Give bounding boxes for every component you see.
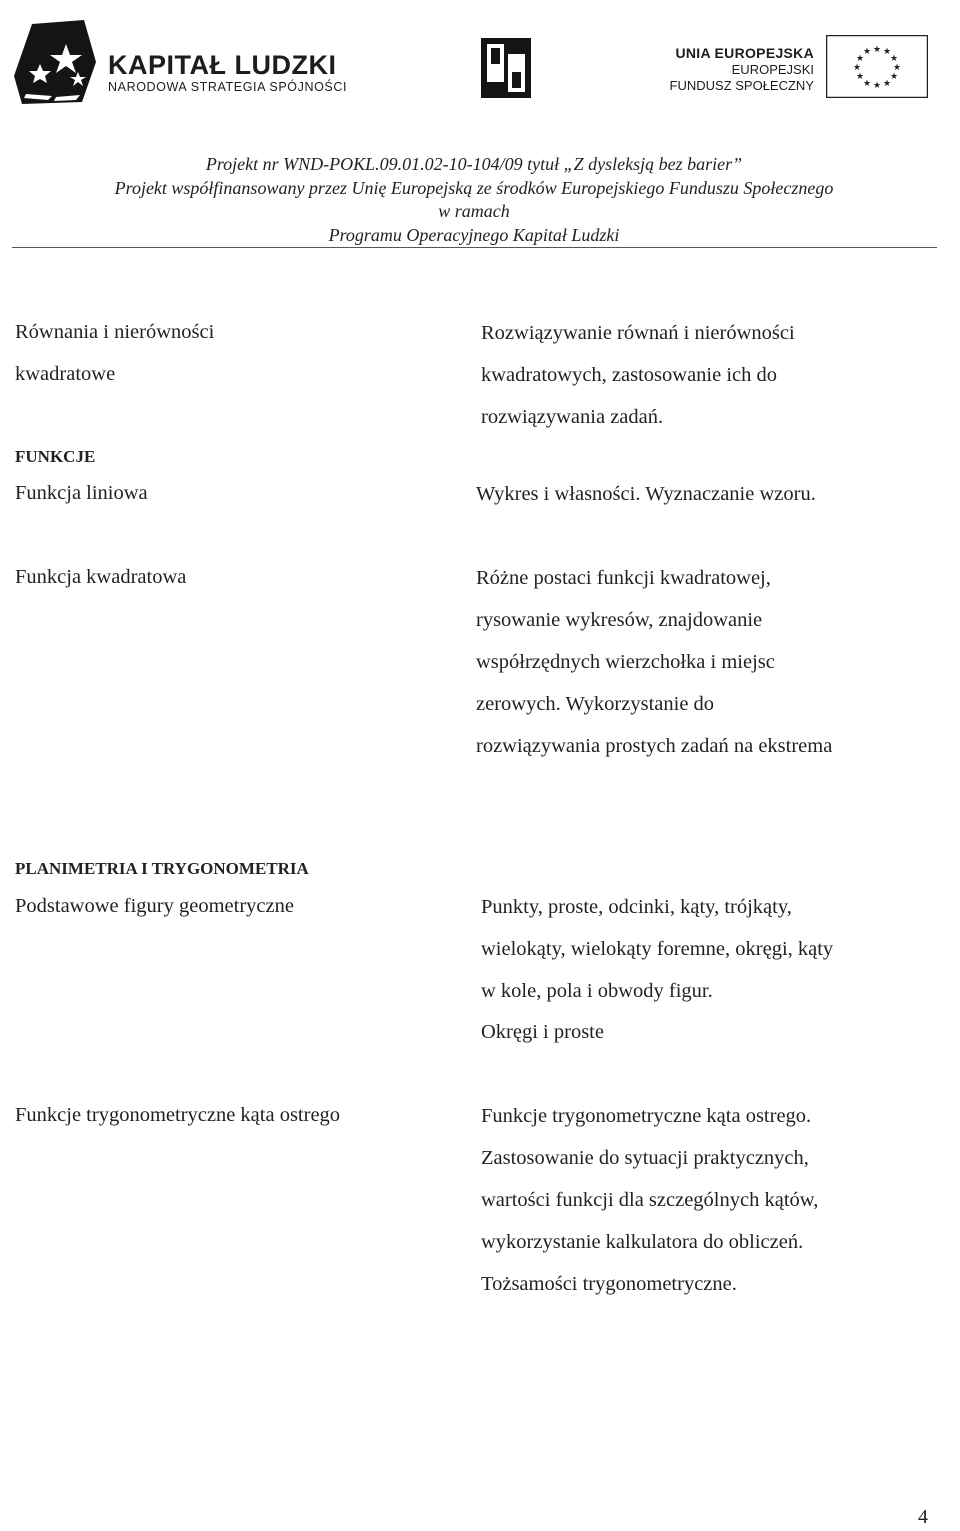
svg-text:★: ★ [872,45,882,55]
eu-union-label: UNIA EUROPEJSKA [675,45,814,61]
pd-logo-icon [481,38,531,98]
desc-quadratic-function-3: współrzędnych wierzchołka i miejsc [476,651,775,673]
desc-quadratic-function-4: zerowych. Wykorzystanie do [476,693,715,715]
desc-basic-figures-3: w kole, pola i obwody figur. [481,980,713,1002]
project-line-4: Programu Operacyjnego Kapitał Ludzki [328,224,620,245]
section-heading-funkcje: FUNKCJE [15,447,96,466]
desc-quadratic-equations-1: Rozwiązywanie równań i nierówności [481,322,795,344]
page-number: 4 [918,1506,928,1528]
kapital-ludzki-subtitle: NARODOWA STRATEGIA SPÓJNOŚCI [108,80,348,94]
desc-basic-figures-2: wielokąty, wielokąty foremne, okręgi, kąty [481,938,834,960]
eu-fund-label-2: FUNDUSZ SPOŁECZNY [669,78,814,93]
project-line-2: Projekt współfinansowany przez Unię Europejską ze środków Europejskiego Funduszu Społecznego [114,177,834,198]
desc-trig-functions-1: Funkcje trygonometryczne kąta ostrego. [481,1105,812,1127]
topic-quadratic-equations-1: Równania i nierówności [15,321,215,343]
project-header [0,153,948,247]
desc-trig-functions-4: wykorzystanie kalkulatora do obliczeń. [481,1231,804,1253]
section-heading-planimetria: PLANIMETRIA I TRYGONOMETRIA [15,859,309,878]
svg-text:★: ★ [889,72,899,82]
svg-text:★: ★ [882,79,892,89]
header-divider [12,247,937,248]
topic-quadratic-function: Funkcja kwadratowa [15,566,187,588]
desc-quadratic-equations-3: rozwiązywania zadań. [481,406,664,428]
topic-basic-figures: Podstawowe figury geometryczne [15,895,294,917]
svg-text:★: ★ [872,81,882,91]
topic-linear-function: Funkcja liniowa [15,482,148,504]
desc-trig-functions-2: Zastosowanie do sytuacji praktycznych, [481,1147,809,1169]
topic-trig-functions: Funkcje trygonometryczne kąta ostrego [15,1104,341,1126]
eu-flag-icon [826,35,928,98]
kapital-ludzki-logo-icon [12,16,102,108]
desc-basic-figures-4: Okręgi i proste [481,1021,604,1043]
desc-basic-figures-1: Punkty, proste, odcinki, kąty, trójkąty, [481,896,792,918]
desc-trig-functions-3: wartości funkcji dla szczególnych kątów, [481,1189,819,1211]
svg-text:★: ★ [852,63,862,73]
kapital-ludzki-title: KAPITAŁ LUDZKI [108,50,337,80]
desc-quadratic-function-1: Różne postaci funkcji kwadratowej, [476,567,771,589]
eu-fund-label-1: EUROPEJSKI [731,62,814,77]
svg-text:★: ★ [892,63,902,73]
project-line-3: w ramach [438,201,510,221]
svg-text:★: ★ [862,47,872,57]
desc-quadratic-equations-2: kwadratowych, zastosowanie ich do [481,364,778,386]
svg-text:★: ★ [862,79,872,89]
desc-quadratic-function-5: rozwiązywania prostych zadań na ekstrema [476,735,833,757]
topic-quadratic-equations-2: kwadratowe [15,363,116,385]
eu-text-block [670,44,814,94]
desc-quadratic-function-2: rysowanie wykresów, znajdowanie [476,609,763,631]
svg-text:★: ★ [889,54,899,64]
svg-text:★: ★ [882,47,892,57]
svg-text:★: ★ [855,72,865,82]
desc-trig-functions-5: Tożsamości trygonometryczne. [481,1273,737,1295]
project-line-1: Projekt nr WND-POKL.09.01.02-10-104/09 tytuł „Z dysleksją bez barier” [205,154,743,174]
svg-text:★: ★ [855,54,865,64]
header-logos [0,0,960,130]
desc-linear-function: Wykres i własności. Wyznaczanie wzoru. [476,483,816,505]
